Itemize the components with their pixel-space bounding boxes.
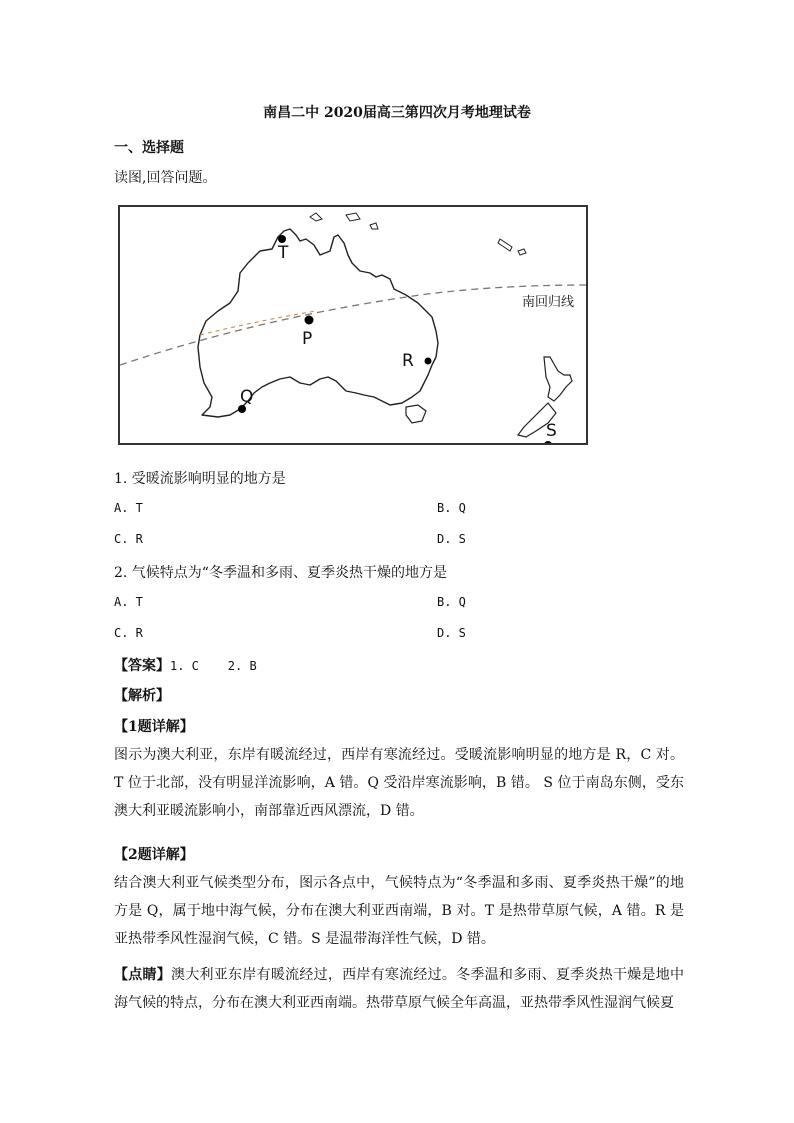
q2-detail-heading: 【2题详解】 [114,847,194,863]
label-s: S [546,421,557,441]
q2-detail-text: 结合澳大利亚气候类型分布，图示各点中，气候特点为“冬季温和多雨、夏季炎热干燥”的地方是 Q，属于地中海气候，分布在澳大利亚西南端，B 对。T 是热带草原气候，A 错。R 是亚热带季风性湿润气候，C 错。S 是温带海洋性气候，D 错。 [114,875,684,947]
point-p-marker [305,316,314,325]
q1-detail-text: 图示为澳大利亚，东岸有暖流经过，西岸有寒流经过。受暖流影响明显的地方是 R，C 对。T 位于北部，没有明显洋流影响，A 错。Q 受沿岸寒流影响，B 错。 S 位于南岛东侧，受东澳大利亚暖流影响小，南部靠近西风漂流，D 错。 [114,747,684,819]
tropic-of-capricorn [120,285,586,365]
australia-outline [198,229,438,417]
point-r-marker [425,358,432,365]
q2-option-c: C. R [114,626,143,640]
question-1-stem: 1. 受暖流影响明显的地方是 [114,471,286,487]
q1-option-d: D. S [437,532,466,546]
q2-option-d: D. S [437,626,466,640]
q2-option-a: A. T [114,595,143,609]
answer-line [114,655,257,675]
label-tropic: 南回归线 [522,295,575,310]
question-2-stem: 2. 气候特点为“冬季温和多雨、夏季炎热干燥的地方是 [114,565,447,581]
new-caledonia [498,239,512,251]
point-s-marker [544,441,552,443]
intro-text: 读图,回答问题。 [114,170,217,186]
islands-north [310,213,526,255]
analysis-heading: 【解析】 [114,688,170,704]
tasmania-outline [406,405,426,423]
answer-tag: 【答案】 [114,658,170,674]
tropic-overlay [200,311,316,335]
point-t-marker [278,235,286,243]
label-q: Q [240,387,254,407]
answer-text: 1. C 2. B [170,659,257,673]
label-p: P [302,329,313,349]
label-t: T [278,243,289,263]
q1-option-c: C. R [114,532,143,546]
page-title: 南昌二中 2020届高三第四次月考地理试卷 [263,105,531,121]
nz-north-island [544,357,572,401]
q1-detail-heading: 【1题详解】 [114,719,194,735]
tip-tag: 【点睛】 [114,967,172,983]
australia-map [118,205,588,445]
q1-option-a: A. T [114,501,143,515]
section-heading: 一、选择题 [114,140,184,156]
tip-text: 澳大利亚东岸有暖流经过，西岸有寒流经过。冬季温和多雨、夏季炎热干燥是地中海气候的特点，分布在澳大利亚西南端。热带草原气候全年高温，亚热带季风性湿润气候夏 [114,967,685,1011]
label-r: R [402,351,414,371]
map-drawing [120,207,586,443]
q1-option-b: B. Q [437,501,466,515]
tip-paragraph [114,961,684,1017]
q2-option-b: B. Q [437,595,466,609]
